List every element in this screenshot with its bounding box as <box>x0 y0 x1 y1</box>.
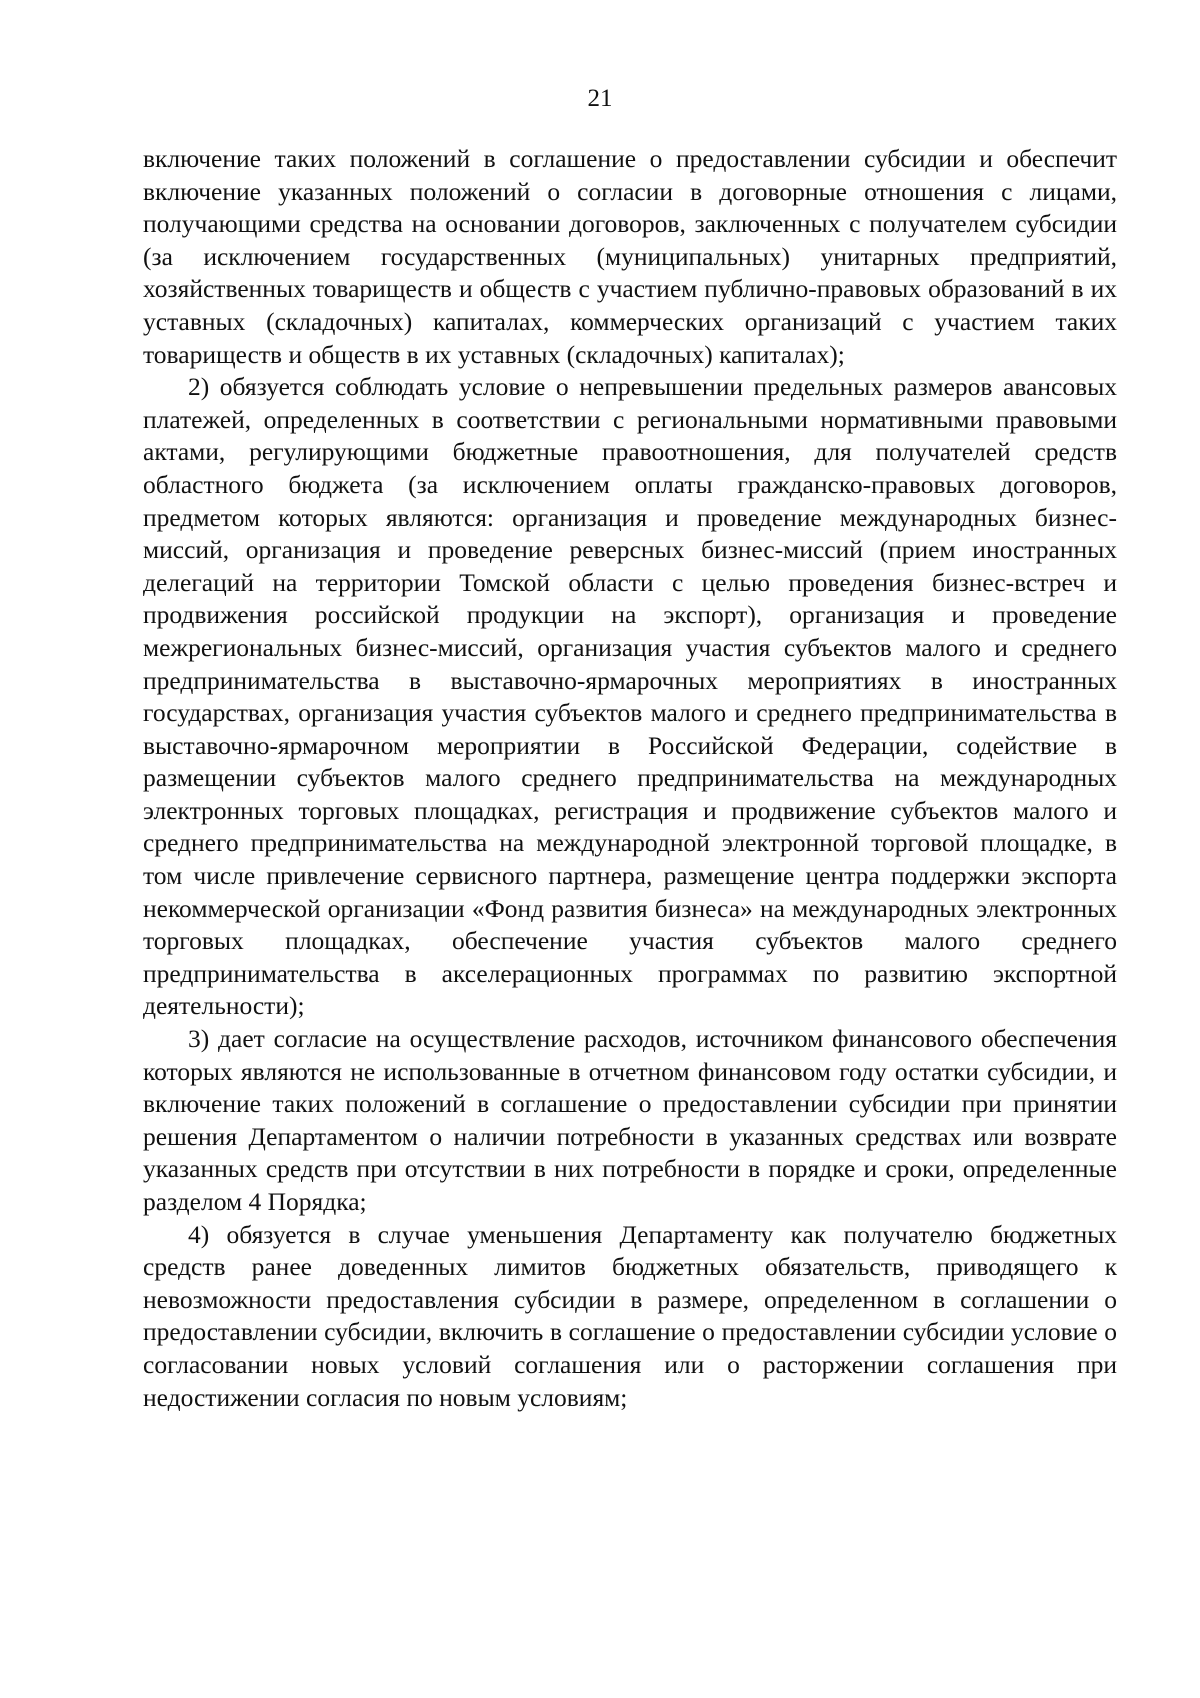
page-number: 21 <box>587 85 613 112</box>
paragraph-item-2: 2) обязуется соблюдать условие о непревышении предельных размеров авансовых платежей, определенных в соответствии с региональными нормативными правовыми актами, регулирующими бюджетные правоотношения, для получателей средств областного бюджета (за исключением оплаты гражданско-правовых договоров, предметом которых являются: организация и проведение международных бизнес-миссий, организация и проведение реверсных бизнес-миссий (прием иностранных делегаций на территории Томской области с целью проведения бизнес-встреч и продвижения российской продукции на экспорт), организация и проведение межрегиональных бизнес-миссий, организация участия субъектов малого и среднего предпринимательства в выставочно-ярмарочных мероприятиях в иностранных государствах, организация участия субъектов малого и среднего предпринимательства в выставочно-ярмарочном мероприятии в Российской Федерации, содействие в размещении субъектов малого среднего предпринимательства на международных электронных торговых площадках, регистрация и продвижение субъектов малого и среднего предпринимательства на международной электронной торговой площадке, в том числе привлечение сервисного партнера, размещение центра поддержки экспорта некоммерческой организации «Фонд развития бизнеса» на международных электронных торговых площадках, обеспечение участия субъектов малого среднего предпринимательства в акселерационных программах по развитию экспортной деятельности); <box>143 372 1117 1021</box>
paragraph-continuation: включение таких положений в соглашение о предоставлении субсидии и обеспечит включение указанных положений о согласии в договорные отношения с лицами, получающими средства на основании договоров, заключенных с получателем субсидии (за исключением государственных (муниципальных) унитарных предприятий, хозяйственных товариществ и обществ с участием публично-правовых образований в их уставных (складочных) капиталах, коммерческих организаций с участием таких товариществ и обществ в их уставных (складочных) капиталах); <box>143 144 1117 369</box>
paragraph-item-4: 4) обязуется в случае уменьшения Департаменту как получателю бюджетных средств ранее доведенных лимитов бюджетных обязательств, приводящего к невозможности предоставления субсидии в размере, определенном в соглашении о предоставлении субсидии, включить в соглашение о предоставлении субсидии условие о согласовании новых условий соглашения или о расторжении соглашения при недостижении согласия по новым условиям; <box>143 1219 1117 1412</box>
document-body <box>143 143 1117 1414</box>
paragraph-item-3: 3) дает согласие на осуществление расходов, источником финансового обеспечения которых являются не использованные в отчетном финансовом году остатки субсидии, и включение таких положений в соглашение о предоставлении субсидии при принятии решения Департаментом о наличии потребности в указанных средствах или возврате указанных средств при отсутствии в них потребности в порядке и сроки, определенные разделом 4 Порядка; <box>143 1024 1117 1216</box>
